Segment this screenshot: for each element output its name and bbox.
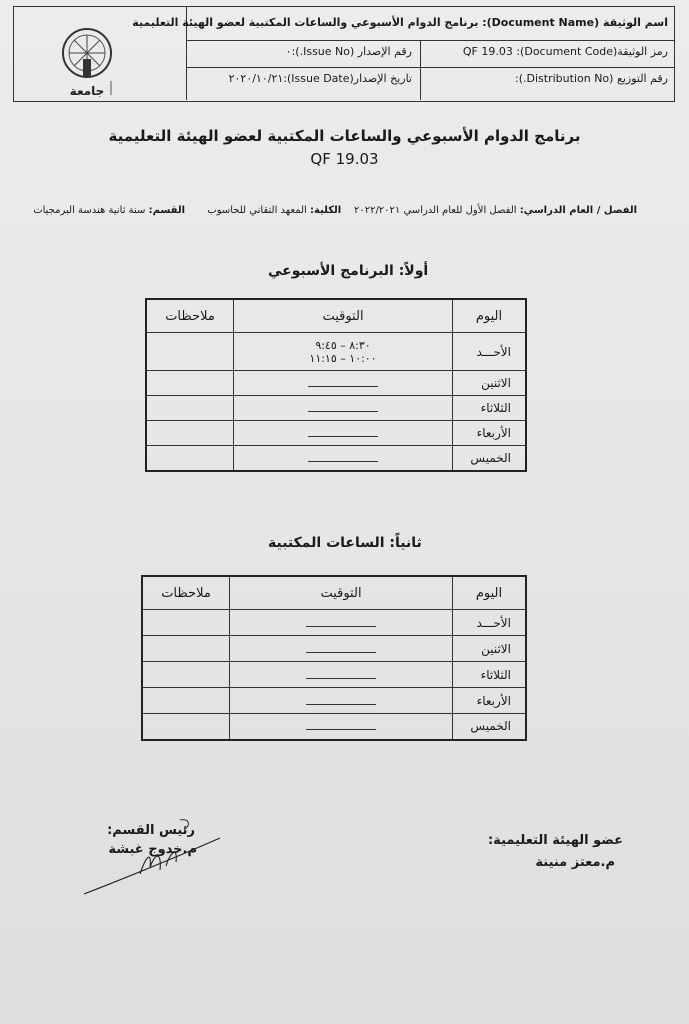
notes-cell bbox=[146, 396, 234, 421]
weekly-schedule-table bbox=[145, 298, 527, 472]
member-name: م.معتز منينة bbox=[535, 855, 615, 870]
col-header-notes: ملاحظات bbox=[142, 576, 230, 610]
time-cell bbox=[230, 688, 453, 714]
table-row bbox=[146, 396, 526, 421]
col-header-day: اليوم bbox=[453, 576, 527, 610]
time-slot: ١٠:٠٠ – ١١:١٥ bbox=[309, 351, 377, 365]
meta-line bbox=[33, 205, 637, 216]
issue-date: تاريخ الإصدار(Issue Date):٢٠٢٠/١٠/٢١ bbox=[228, 72, 412, 85]
head-name: م.خدوج غبشة bbox=[108, 842, 197, 857]
office-section-title: ثانياً: الساعات المكتبية bbox=[268, 535, 422, 551]
table-row bbox=[142, 636, 526, 662]
notes-cell bbox=[142, 662, 230, 688]
col-header-time: التوقيت bbox=[234, 299, 453, 333]
document-code: رمز الوثيقة(Document Code): QF 19.03 bbox=[462, 45, 668, 58]
day-cell: الثلاثاء bbox=[453, 396, 527, 421]
time-cell bbox=[234, 333, 453, 371]
college-value: المعهد التقاني للحاسوب bbox=[207, 205, 307, 216]
semester-label: الفصل / العام الدراسي: bbox=[519, 205, 637, 216]
time-cell bbox=[230, 714, 453, 740]
handwritten-signature bbox=[80, 810, 230, 900]
col-header-notes: ملاحظات bbox=[146, 299, 234, 333]
head-label: رئيس القسم: bbox=[107, 823, 195, 838]
table-row bbox=[146, 421, 526, 446]
weekly-section-title: أولاً: البرنامج الأسبوعي bbox=[268, 263, 429, 279]
notes-cell bbox=[142, 636, 230, 662]
time-cell bbox=[234, 446, 453, 471]
col-header-time: التوقيت bbox=[230, 576, 453, 610]
time-cell bbox=[234, 421, 453, 446]
table-row bbox=[142, 610, 526, 636]
day-cell: الاثنين bbox=[453, 636, 527, 662]
time-cell bbox=[234, 371, 453, 396]
office-hours-table bbox=[141, 575, 527, 741]
notes-cell bbox=[146, 333, 234, 371]
time-slot: ٨:٣٠ – ٩:٤٥ bbox=[315, 338, 371, 352]
table-row bbox=[142, 662, 526, 688]
notes-cell bbox=[146, 446, 234, 471]
col-header-day: اليوم bbox=[453, 299, 527, 333]
time-cell bbox=[234, 396, 453, 421]
table-row bbox=[146, 446, 526, 471]
notes-cell bbox=[142, 714, 230, 740]
time-cell bbox=[230, 636, 453, 662]
table-row bbox=[146, 371, 526, 396]
day-cell: الأربعاء bbox=[453, 688, 527, 714]
semester-value: الفصل الأول للعام الدراسي ٢٠٢٢/٢٠٢١ bbox=[353, 205, 517, 216]
college-label: الكلية: bbox=[310, 205, 342, 216]
time-cell bbox=[230, 610, 453, 636]
table-row bbox=[142, 688, 526, 714]
time-cell bbox=[230, 662, 453, 688]
day-cell: الخميس bbox=[453, 714, 527, 740]
notes-cell bbox=[146, 371, 234, 396]
notes-cell bbox=[142, 610, 230, 636]
department-value: سنة ثانية هندسة البرمجيات bbox=[33, 205, 146, 216]
day-cell: الأحـــد bbox=[453, 610, 527, 636]
notes-cell bbox=[146, 421, 234, 446]
table-row bbox=[142, 714, 526, 740]
issue-number: رقم الإصدار (Issue No.):٠ bbox=[285, 45, 412, 58]
document-header bbox=[13, 6, 675, 102]
day-cell: الأربعاء bbox=[453, 421, 527, 446]
document-title: برنامج الدوام الأسبوعي والساعات المكتبية لعضو الهيئة التعليمية bbox=[108, 127, 581, 145]
department-label: القسم: bbox=[148, 205, 186, 216]
logo-text: جامعة bbox=[69, 84, 105, 98]
day-cell: الأحـــد bbox=[453, 333, 527, 371]
member-label: عضو الهيئة التعليمية: bbox=[487, 833, 623, 848]
day-cell: الخميس bbox=[453, 446, 527, 471]
document-name: اسم الوثيقة (Document Name): برنامج الدوام الأسبوعي والساعات المكتبية لعضو الهيئة التعليمية bbox=[132, 16, 668, 29]
day-cell: الثلاثاء bbox=[453, 662, 527, 688]
day-cell: الاثنين bbox=[453, 371, 527, 396]
table-row bbox=[146, 333, 526, 371]
notes-cell bbox=[142, 688, 230, 714]
distribution-number: رقم التوزيع (Distribution No.): bbox=[515, 72, 668, 85]
document-code-title: QF 19.03 bbox=[310, 150, 379, 168]
